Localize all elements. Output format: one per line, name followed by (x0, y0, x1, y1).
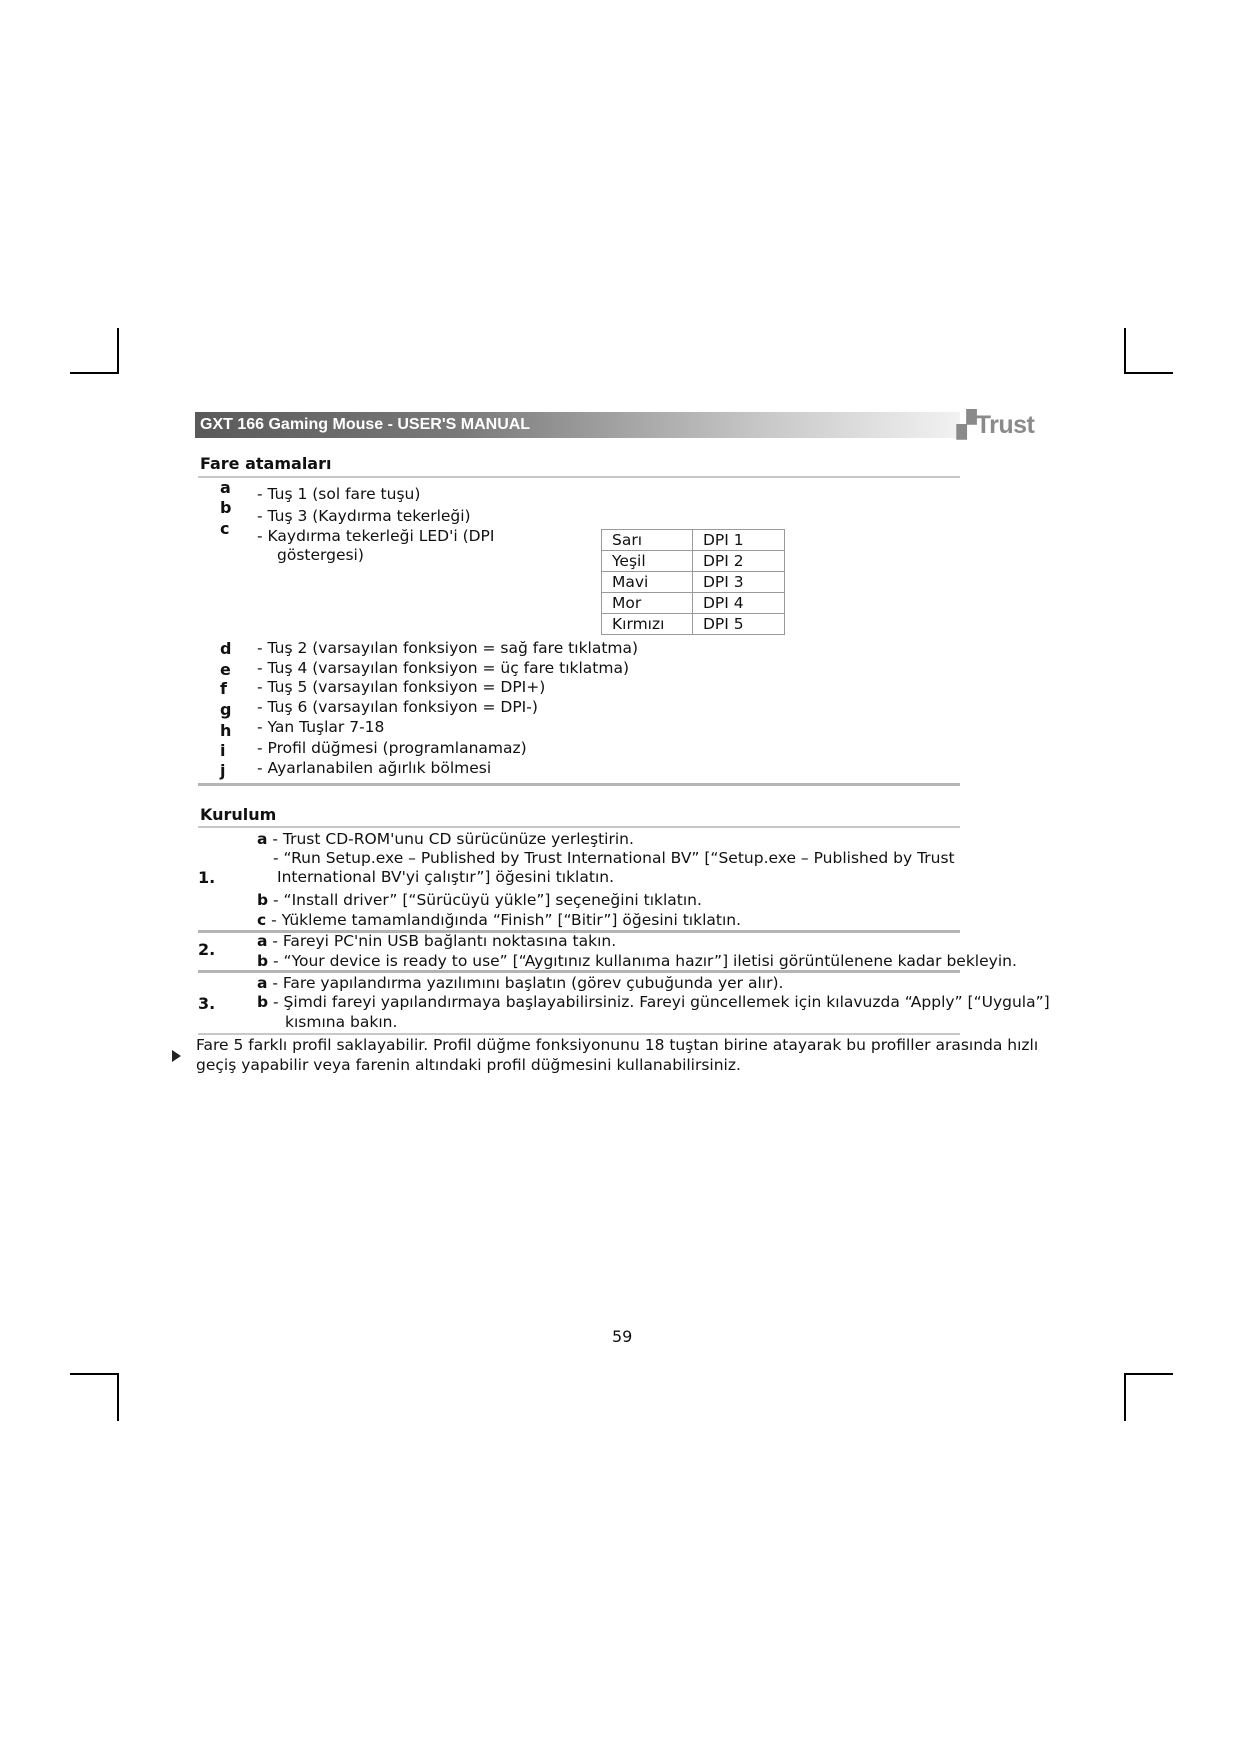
step-letter: b (257, 993, 269, 1011)
letter-d: d (220, 639, 232, 658)
note-arrow-icon (172, 1050, 181, 1062)
step-number: 1. (198, 868, 216, 887)
step-2b (257, 952, 1017, 970)
dpi-value-cell: DPI 4 (693, 593, 785, 614)
table-row (602, 551, 785, 572)
letter-j: j (220, 761, 226, 780)
step-1a-sub1: - “Run Setup.exe – Published by Trust International BV” [“Setup.exe – Published by Trust (273, 849, 955, 867)
note-line-1: Fare 5 farklı profil saklayabilir. Profil düğme fonksiyonunu 18 tuştan birine atayarak bu profiller arasında hızlı (196, 1036, 1039, 1054)
trust-logo-text: Trust (975, 411, 1035, 439)
dpi-color-table (601, 529, 785, 635)
step-letter: b (257, 952, 269, 970)
dpi-value-cell: DPI 2 (693, 551, 785, 572)
step-1a (257, 830, 634, 848)
dpi-color-cell: Kırmızı (602, 614, 693, 635)
letter-a: a (220, 478, 231, 497)
item-e-text: - Tuş 4 (varsayılan fonksiyon = üç fare tıklatma) (257, 659, 629, 677)
letter-b: b (220, 498, 232, 517)
step-3b (257, 993, 1050, 1011)
item-c-text-cont: göstergesi) (277, 546, 364, 564)
step-number: 2. (198, 940, 216, 959)
dpi-color-cell: Yeşil (602, 551, 693, 572)
item-a-text: - Tuş 1 (sol fare tuşu) (257, 485, 421, 503)
step-text: - “Your device is ready to use” [“Aygıtınız kullanıma hazır”] iletisi görüntülenene kadar bekleyin. (268, 952, 1017, 970)
page-number: 59 (612, 1327, 633, 1346)
step-text: - Şimdi fareyi yapılandırmaya başlayabilirsiniz. Fareyi güncellemek için kılavuzda “Apply” [“Uygula”] (268, 993, 1050, 1011)
step-text: - Yükleme tamamlandığında “Finish” [“Bitir”] öğesini tıklatın. (266, 911, 742, 929)
letter-h: h (220, 721, 232, 740)
step-text: - Trust CD-ROM'unu CD sürücünüze yerleştirin. (267, 830, 634, 848)
letter-c: c (220, 519, 230, 538)
step-letter: a (257, 974, 268, 992)
step-text: - Fare yapılandırma yazılımını başlatın (görev çubuğunda yer alır). (267, 974, 784, 992)
dpi-value-cell: DPI 3 (693, 572, 785, 593)
section-divider (198, 826, 960, 828)
table-row (602, 593, 785, 614)
table-row (602, 572, 785, 593)
step-letter: b (257, 891, 269, 909)
dpi-value-cell: DPI 1 (693, 530, 785, 551)
step-1a-sub2: International BV'yi çalıştır”] öğesini tıklatın. (277, 868, 614, 886)
step-letter: c (257, 911, 267, 929)
step-letter: a (257, 830, 268, 848)
letter-g: g (220, 700, 232, 719)
manual-title: GXT 166 Gaming Mouse - USER'S MANUAL (200, 416, 531, 433)
section-title-installation: Kurulum (200, 805, 277, 824)
step-letter: a (257, 932, 268, 950)
section-title-assignments: Fare atamaları (200, 454, 332, 473)
item-h-text: - Yan Tuşlar 7-18 (257, 718, 385, 736)
step-divider (198, 970, 960, 973)
item-i-text: - Profil düğmesi (programlanamaz) (257, 739, 527, 757)
dpi-color-cell: Sarı (602, 530, 693, 551)
dpi-color-cell: Mor (602, 593, 693, 614)
letter-f: f (220, 679, 227, 698)
section-divider (198, 783, 960, 786)
letter-i: i (220, 741, 226, 760)
step-1c (257, 911, 741, 929)
step-text: - Fareyi PC'nin USB bağlantı noktasına takın. (267, 932, 617, 950)
dpi-color-cell: Mavi (602, 572, 693, 593)
item-j-text: - Ayarlanabilen ağırlık bölmesi (257, 759, 492, 777)
table-row (602, 614, 785, 635)
note-line-2: geçiş yapabilir veya farenin altındaki profil düğmesini kullanabilirsiniz. (196, 1056, 741, 1074)
letter-e: e (220, 660, 231, 679)
step-3a (257, 974, 783, 992)
table-row (602, 530, 785, 551)
item-c-text: - Kaydırma tekerleği LED'i (DPI (257, 527, 495, 545)
step-2a (257, 932, 616, 950)
item-g-text: - Tuş 6 (varsayılan fonksiyon = DPI-) (257, 698, 538, 716)
section-divider (198, 476, 960, 478)
trust-logo-mark-icon: ▞ (957, 411, 976, 439)
step-text: - “Install driver” [“Sürücüyü yükle”] seçeneğini tıklatın. (268, 891, 702, 909)
step-divider (198, 1033, 960, 1035)
dpi-value-cell: DPI 5 (693, 614, 785, 635)
item-f-text: - Tuş 5 (varsayılan fonksiyon = DPI+) (257, 678, 546, 696)
item-d-text: - Tuş 2 (varsayılan fonksiyon = sağ fare tıklatma) (257, 639, 639, 657)
item-b-text: - Tuş 3 (Kaydırma tekerleği) (257, 507, 471, 525)
step-number: 3. (198, 994, 216, 1013)
step-1b (257, 891, 702, 909)
step-3b-cont: kısmına bakın. (285, 1013, 398, 1031)
trust-logo (957, 410, 1034, 440)
